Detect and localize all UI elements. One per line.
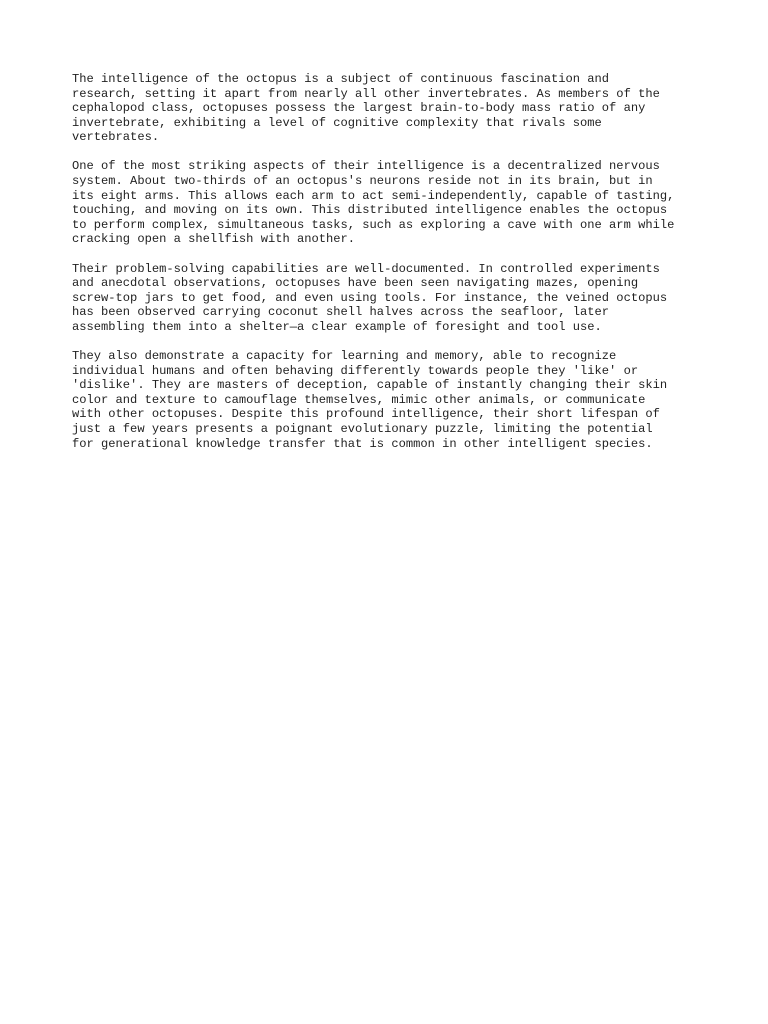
document-body [72, 72, 712, 466]
paragraph-nervous-system: One of the most striking aspects of their intelligence is a decentralized nervous system. About two-thirds of an octopus's neurons reside not in its brain, but in its eight arms. This allows each arm to act semi-independently, capable of tasting, touching, and moving on its own. This distributed intelligence enables the octopus to perform complex, simultaneous tasks, such as exploring a cave with one arm while cracking open a shellfish with another. [72, 159, 675, 247]
paragraph-intro: The intelligence of the octopus is a subject of continuous fascination and research, setting it apart from nearly all other invertebrates. As members of the cephalopod class, octopuses possess the largest brain-to-body mass ratio of any invertebrate, exhibiting a level of cognitive complexity that rivals some vertebrates. [72, 72, 660, 145]
paragraph-learning-memory: They also demonstrate a capacity for learning and memory, able to recognize individual humans and often behaving differently towards people they 'like' or 'dislike'. They are masters of deception, capable of instantly changing their skin color and texture to camouflage themselves, mimic other animals, or communicate with other octopuses. Despite this profound intelligence, their short lifespan of just a few years presents a poignant evolutionary puzzle, limiting the potential for generational knowledge transfer that is common in other intelligent species. [72, 349, 668, 451]
paragraph-problem-solving: Their problem-solving capabilities are well-documented. In controlled experiments and anecdotal observations, octopuses have been seen navigating mazes, opening screw-top jars to get food, and even using tools. For instance, the veined octopus has been observed carrying coconut shell halves across the seafloor, later assembling them into a shelter—a clear example of foresight and tool use. [72, 261, 668, 334]
